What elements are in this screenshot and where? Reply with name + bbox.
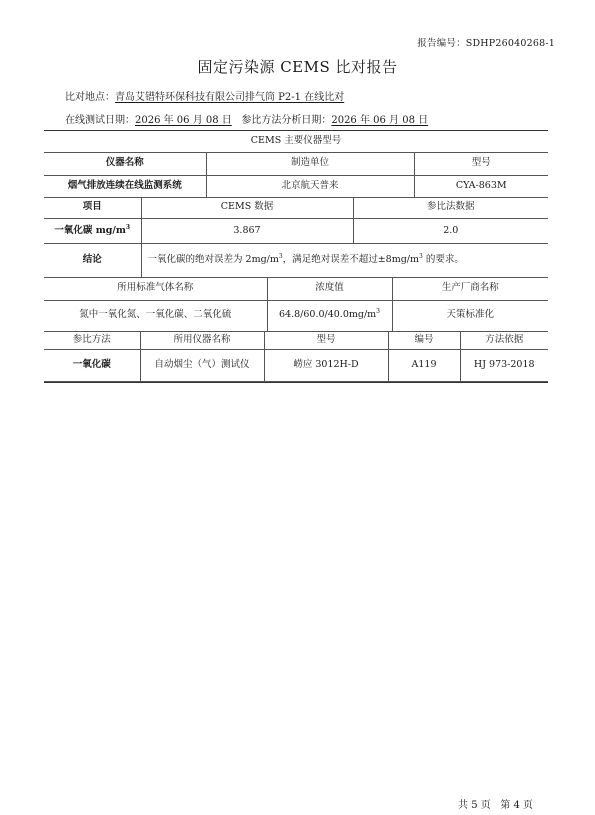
- comparison-table: [44, 198, 548, 279]
- location-label: 比对地点：: [65, 92, 115, 103]
- conclusion-text: 一氧化碳的绝对误差为 $2mg/m^3$，满足绝对误差不超过$\pm 8mg/m^3$ 的要求。: [141, 244, 548, 278]
- gas-row-maker: 天策标准化: [392, 300, 548, 331]
- comparison-col-cems: CEMS 数据: [141, 198, 353, 219]
- instrument-col-maker: 制造单位: [206, 152, 414, 175]
- comparison-col-ref: 参比法数据: [353, 198, 548, 219]
- ref-col-model: 型号: [264, 332, 388, 350]
- location-value: 青岛艾镨特环保科技有限公司排气筒 P2-1 在线比对: [115, 92, 345, 103]
- comparison-cems-value: 3.867: [141, 219, 353, 244]
- reference-method-table: [44, 332, 548, 383]
- gas-col-name: 所用标准气体名称: [44, 278, 267, 300]
- ref-col-number: 编号: [388, 332, 460, 350]
- standard-gas-table: [44, 278, 548, 332]
- ref-row-basis: HJ 973-2018: [460, 350, 548, 382]
- instrument-section-title: CEMS 主要仪器型号: [44, 131, 548, 152]
- instrument-row-maker: 北京航天普来: [206, 175, 414, 197]
- ref-col-method: 参比方法: [44, 332, 140, 350]
- online-date-value: 2026 年 06 月 08 日: [135, 115, 232, 126]
- comparison-location: [65, 88, 344, 103]
- ref-row-number: A119: [388, 350, 460, 382]
- gas-row-name: 氮中一氧化氮、一氧化碳、二氧化硫: [44, 300, 267, 331]
- conclusion-label: 结论: [44, 244, 141, 278]
- ref-row-model: 崂应 3012H-D: [264, 350, 388, 382]
- comparison-item: 一氧化碳 $mg/m^3$: [44, 219, 141, 244]
- comparison-ref-value: 2.0: [353, 219, 548, 244]
- test-dates: [65, 111, 428, 126]
- gas-col-conc: 浓度值: [267, 278, 392, 300]
- ref-col-basis: 方法依据: [460, 332, 548, 350]
- ref-row-method: 一氧化碳: [44, 350, 140, 382]
- instrument-col-model: 型号: [414, 152, 548, 175]
- instrument-col-name: 仪器名称: [44, 152, 206, 175]
- online-date-label: 在线测试日期：: [65, 115, 135, 126]
- report-number: 报告编号：SDHP26040268-1: [417, 38, 555, 49]
- instrument-row-model: CYA-863M: [414, 175, 548, 197]
- ref-date-label: 参比方法分析日期：: [241, 115, 332, 126]
- ref-date-value: 2026 年 06 月 08 日: [331, 115, 429, 126]
- comparison-col-item: 项目: [44, 198, 141, 219]
- ref-col-instrument: 所用仪器名称: [140, 332, 264, 350]
- instrument-row-name: 烟气排放连续在线监测系统: [44, 175, 206, 197]
- gas-col-maker: 生产厂商名称: [392, 278, 548, 300]
- instrument-table: [44, 131, 548, 198]
- report-table: [44, 130, 548, 383]
- gas-row-conc: $64.8/60.0/40.0mg/m^3$: [267, 300, 392, 331]
- ref-row-instrument: 自动烟尘（气）测试仪: [140, 350, 264, 382]
- page-counter: 共 5 页 第 4 页: [458, 800, 533, 811]
- report-title: 固定污染源 CEMS 比对报告: [197, 58, 398, 76]
